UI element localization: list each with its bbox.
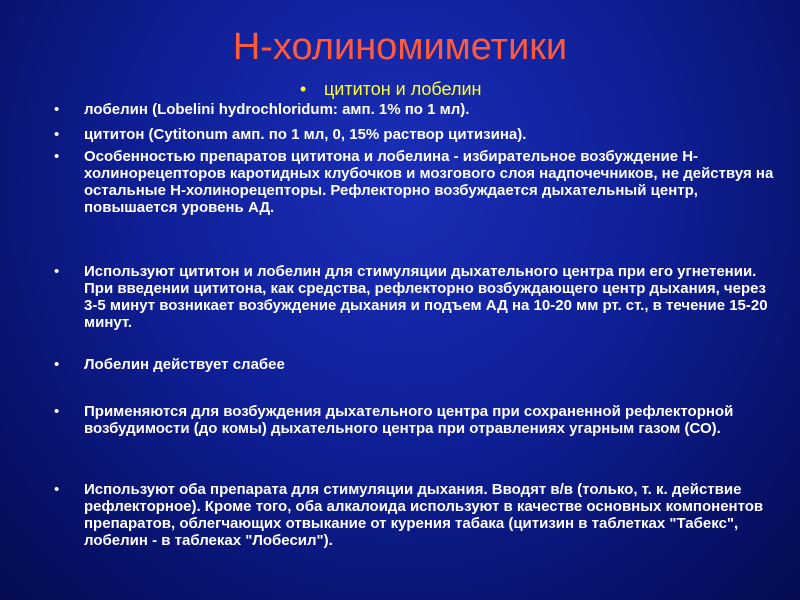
bullet-marker: • [54, 481, 60, 498]
bullet-marker: • [54, 356, 60, 373]
list-item-lobelin: лобелин (Lobelini hydrochloridum: амп. 1% по 1 мл). [84, 101, 470, 118]
list-item-lobelin-weaker: Лобелин действует слабее [84, 356, 285, 373]
list-item-cititon: цититон (Cytitonum амп. по 1 мл, 0, 15% раствор цитизина). [84, 126, 527, 143]
bullet-marker: • [54, 403, 60, 420]
bullet-marker: • [54, 126, 60, 143]
subtitle-bullet: • [300, 79, 307, 99]
list-item-application: Применяются для возбуждения дыхательного центра при сохраненной рефлекторной возбудимости (до комы) дыхательного центра при отравлениях угарным газом (СО). [84, 403, 734, 437]
list-item-both-drugs: Используют оба препарата для стимуляции дыхания. Вводят в/в (только, т. к. действие рефлекторное). Кроме того, оба алкалоида используют в качестве основных компонентов препаратов, облегчающих отвыкание от курения табака (цитизин в таблетках "Табекс", лобелин - в таблеках "Лобесил"). [84, 481, 764, 549]
bullet-marker: • [54, 148, 60, 165]
list-item-features: Особенностью препаратов цититона и лобелина - избирательное возбуждение Н-холинорецепторов каротидных клубочков и мозгового слоя надпочечников, не действуя на остальные Н-холинорецепторы. Рефлекторно возбуждается дыхательный центр, повышается уровень АД. [84, 148, 774, 216]
list-item-usage: Используют цититон и лобелин для стимуляции дыхательного центра при его угнетении. При введении цититона, как средства, рефлекторно возбуждающего центр дыхания, через 3-5 минут возникает возбуждение дыхания и подъем АД на 10-20 мм рт. ст., в течение 15-20 минут. [84, 263, 768, 331]
bullet-marker: • [54, 263, 60, 280]
slide-title: Н-холиномиметики [232, 26, 568, 68]
bullet-marker: • [54, 101, 60, 118]
subtitle-text: цититон и лобелин [324, 79, 482, 99]
